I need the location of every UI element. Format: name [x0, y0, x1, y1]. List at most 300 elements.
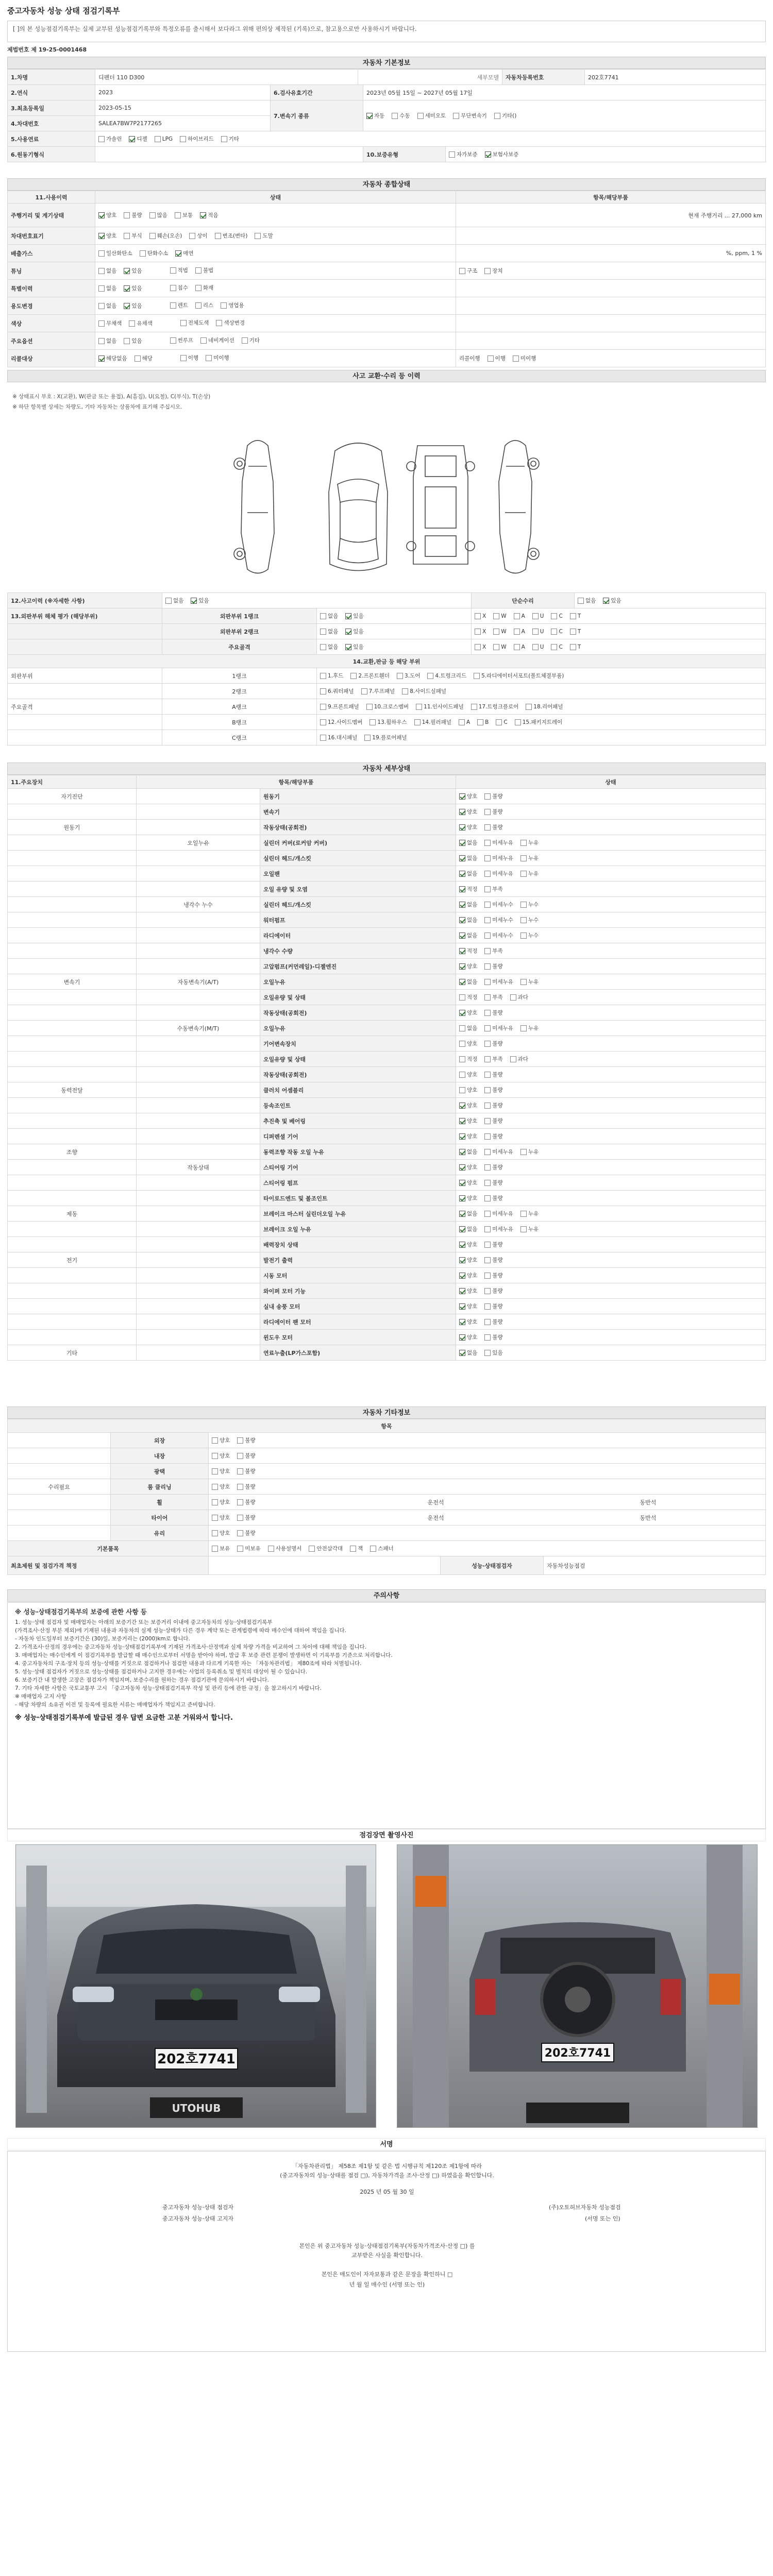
checkbox[interactable]	[366, 704, 373, 710]
checkbox[interactable]	[191, 598, 197, 604]
checkbox-option[interactable]	[532, 629, 544, 635]
checkbox-option[interactable]	[361, 687, 395, 695]
checkbox[interactable]	[320, 644, 326, 650]
checkbox[interactable]	[484, 1350, 491, 1356]
checkbox[interactable]	[216, 320, 222, 326]
checkbox[interactable]	[195, 285, 201, 291]
checkbox-option[interactable]	[170, 336, 193, 344]
checkbox-option[interactable]	[397, 672, 420, 680]
checkbox-option[interactable]	[514, 613, 525, 619]
checkbox-option[interactable]	[459, 1287, 477, 1295]
checkbox-option[interactable]	[484, 916, 513, 924]
checkbox[interactable]	[175, 250, 181, 257]
checkbox-option[interactable]	[98, 135, 122, 143]
checkbox-option[interactable]	[459, 947, 477, 955]
checkbox[interactable]	[98, 303, 105, 309]
checkbox[interactable]	[474, 673, 480, 679]
checkbox[interactable]	[459, 1041, 465, 1047]
checkbox[interactable]	[175, 212, 181, 218]
checkbox-option[interactable]	[484, 1055, 502, 1063]
checkbox[interactable]	[124, 268, 130, 274]
checkbox[interactable]	[459, 793, 465, 800]
checkbox[interactable]	[484, 1211, 491, 1217]
checkbox[interactable]	[471, 704, 477, 710]
checkbox[interactable]	[484, 1242, 491, 1248]
checkbox-option[interactable]	[484, 993, 502, 1001]
checkbox-option[interactable]	[514, 629, 525, 635]
checkbox[interactable]	[484, 979, 491, 985]
checkbox[interactable]	[98, 212, 105, 218]
checkbox-option[interactable]	[124, 337, 142, 345]
checkbox[interactable]	[459, 917, 465, 923]
checkbox[interactable]	[221, 136, 227, 142]
checkbox-option[interactable]	[532, 613, 544, 619]
checkbox-option[interactable]	[459, 267, 477, 275]
checkbox[interactable]	[484, 1025, 491, 1031]
checkbox-option[interactable]	[570, 644, 581, 650]
checkbox[interactable]	[414, 719, 421, 725]
checkbox-option[interactable]	[474, 672, 564, 680]
checkbox-option[interactable]	[98, 232, 116, 240]
checkbox[interactable]	[570, 613, 576, 619]
checkbox[interactable]	[484, 917, 491, 923]
checkbox[interactable]	[484, 1133, 491, 1140]
checkbox[interactable]	[488, 355, 494, 362]
checkbox[interactable]	[237, 1546, 243, 1552]
checkbox-option[interactable]	[98, 249, 132, 257]
checkbox-option[interactable]	[484, 792, 502, 800]
checkbox[interactable]	[532, 629, 539, 635]
checkbox[interactable]	[309, 1546, 315, 1552]
checkbox[interactable]	[345, 613, 351, 619]
checkbox[interactable]	[570, 629, 576, 635]
checkbox[interactable]	[459, 1087, 465, 1093]
checkbox[interactable]	[484, 871, 491, 877]
checkbox-option[interactable]	[449, 150, 478, 158]
checkbox[interactable]	[124, 233, 130, 239]
checkbox-option[interactable]	[459, 719, 470, 725]
checkbox[interactable]	[449, 151, 455, 158]
checkbox-option[interactable]	[485, 150, 519, 158]
checkbox-option[interactable]	[459, 792, 477, 800]
checkbox-option[interactable]	[484, 1256, 502, 1264]
checkbox[interactable]	[124, 212, 130, 218]
checkbox-option[interactable]	[221, 135, 239, 143]
checkbox[interactable]	[459, 840, 465, 846]
checkbox-option[interactable]	[513, 354, 536, 362]
checkbox-option[interactable]	[459, 1272, 477, 1279]
checkbox[interactable]	[170, 337, 176, 344]
checkbox[interactable]	[484, 855, 491, 861]
checkbox-option[interactable]	[551, 629, 562, 635]
checkbox-option[interactable]	[140, 249, 169, 257]
checkbox[interactable]	[484, 1195, 491, 1201]
checkbox[interactable]	[170, 302, 176, 309]
checkbox[interactable]	[345, 629, 351, 635]
checkbox[interactable]	[551, 644, 557, 650]
checkbox[interactable]	[484, 1041, 491, 1047]
checkbox[interactable]	[140, 250, 146, 257]
checkbox-option[interactable]	[484, 839, 513, 846]
checkbox-option[interactable]	[484, 1272, 502, 1279]
checkbox[interactable]	[212, 1437, 218, 1444]
checkbox[interactable]	[320, 704, 326, 710]
checkbox[interactable]	[603, 598, 609, 604]
checkbox[interactable]	[459, 902, 465, 908]
checkbox-option[interactable]	[212, 1452, 230, 1460]
checkbox-option[interactable]	[459, 1225, 477, 1233]
checkbox-option[interactable]	[309, 1545, 343, 1552]
checkbox[interactable]	[392, 113, 398, 119]
checkbox-option[interactable]	[369, 718, 407, 726]
checkbox-option[interactable]	[459, 870, 477, 877]
checkbox[interactable]	[459, 1164, 465, 1171]
checkbox-option[interactable]	[484, 1210, 513, 1217]
checkbox[interactable]	[484, 840, 491, 846]
checkbox-option[interactable]	[459, 1256, 477, 1264]
checkbox-option[interactable]	[149, 232, 182, 240]
checkbox-option[interactable]	[212, 1514, 230, 1521]
checkbox-option[interactable]	[484, 1009, 502, 1016]
checkbox[interactable]	[427, 673, 433, 679]
checkbox-option[interactable]	[200, 211, 218, 219]
checkbox-option[interactable]	[459, 854, 477, 862]
checkbox-option[interactable]	[392, 112, 410, 120]
checkbox[interactable]	[149, 212, 156, 218]
checkbox[interactable]	[459, 1025, 465, 1031]
checkbox[interactable]	[475, 613, 481, 619]
checkbox[interactable]	[459, 1118, 465, 1124]
checkbox[interactable]	[180, 355, 187, 361]
checkbox[interactable]	[206, 355, 212, 361]
checkbox-option[interactable]	[453, 112, 487, 120]
checkbox[interactable]	[484, 1319, 491, 1325]
checkbox[interactable]	[484, 268, 491, 274]
checkbox-option[interactable]	[98, 354, 127, 362]
checkbox-option[interactable]	[520, 916, 539, 924]
checkbox-option[interactable]	[175, 211, 193, 219]
checkbox[interactable]	[459, 1010, 465, 1016]
checkbox-option[interactable]	[200, 336, 234, 344]
checkbox-option[interactable]	[459, 1009, 477, 1016]
checkbox[interactable]	[520, 855, 527, 861]
checkbox[interactable]	[484, 1056, 491, 1062]
checkbox[interactable]	[124, 303, 130, 309]
checkbox-option[interactable]	[514, 644, 525, 650]
checkbox-option[interactable]	[414, 718, 451, 726]
checkbox[interactable]	[520, 871, 527, 877]
checkbox[interactable]	[520, 979, 527, 985]
checkbox-option[interactable]	[526, 703, 563, 710]
checkbox[interactable]	[135, 355, 141, 362]
checkbox-option[interactable]	[459, 839, 477, 846]
checkbox[interactable]	[124, 338, 130, 344]
checkbox-option[interactable]	[98, 302, 116, 310]
checkbox-option[interactable]	[129, 135, 147, 143]
checkbox-option[interactable]	[98, 319, 122, 327]
checkbox-option[interactable]	[520, 931, 539, 939]
checkbox-option[interactable]	[459, 823, 477, 831]
checkbox-option[interactable]	[459, 978, 477, 986]
checkbox-option[interactable]	[124, 267, 142, 275]
checkbox[interactable]	[520, 1211, 527, 1217]
checkbox[interactable]	[98, 233, 105, 239]
checkbox-option[interactable]	[459, 1194, 477, 1202]
checkbox[interactable]	[493, 644, 499, 650]
checkbox-option[interactable]	[180, 135, 214, 143]
checkbox-option[interactable]	[320, 734, 357, 741]
checkbox[interactable]	[485, 151, 491, 158]
checkbox[interactable]	[484, 1149, 491, 1155]
checkbox[interactable]	[484, 1087, 491, 1093]
checkbox-option[interactable]	[484, 1194, 502, 1202]
checkbox-option[interactable]	[206, 354, 229, 362]
checkbox[interactable]	[493, 613, 499, 619]
checkbox-option[interactable]	[459, 1055, 477, 1063]
checkbox[interactable]	[459, 1195, 465, 1201]
checkbox[interactable]	[484, 948, 491, 954]
checkbox[interactable]	[475, 644, 481, 650]
checkbox[interactable]	[212, 1468, 218, 1475]
checkbox-option[interactable]	[237, 1514, 255, 1521]
checkbox[interactable]	[221, 302, 227, 309]
checkbox[interactable]	[484, 886, 491, 892]
checkbox-option[interactable]	[603, 597, 621, 604]
checkbox[interactable]	[484, 902, 491, 908]
checkbox[interactable]	[369, 719, 376, 725]
checkbox-option[interactable]	[496, 719, 507, 725]
checkbox[interactable]	[129, 136, 135, 142]
checkbox-option[interactable]	[221, 301, 244, 309]
checkbox-option[interactable]	[124, 284, 142, 292]
checkbox-option[interactable]	[493, 629, 506, 635]
checkbox[interactable]	[200, 212, 206, 218]
checkbox-option[interactable]	[364, 734, 407, 741]
checkbox-option[interactable]	[129, 319, 152, 327]
checkbox-option[interactable]	[320, 628, 338, 635]
checkbox-option[interactable]	[366, 112, 384, 120]
checkbox-option[interactable]	[484, 1086, 502, 1094]
checkbox[interactable]	[320, 673, 326, 679]
checkbox-option[interactable]	[180, 354, 198, 362]
checkbox[interactable]	[268, 1546, 274, 1552]
checkbox[interactable]	[98, 285, 105, 292]
checkbox[interactable]	[459, 933, 465, 939]
checkbox-option[interactable]	[191, 597, 209, 604]
checkbox[interactable]	[416, 704, 422, 710]
checkbox-option[interactable]	[484, 1302, 502, 1310]
checkbox-option[interactable]	[578, 597, 596, 604]
checkbox[interactable]	[459, 1056, 465, 1062]
checkbox-option[interactable]	[155, 136, 173, 142]
checkbox-option[interactable]	[551, 613, 562, 619]
checkbox-option[interactable]	[459, 1241, 477, 1248]
checkbox-option[interactable]	[320, 687, 354, 695]
checkbox-option[interactable]	[212, 1467, 230, 1475]
checkbox-option[interactable]	[551, 644, 562, 650]
checkbox[interactable]	[551, 629, 557, 635]
checkbox[interactable]	[124, 285, 130, 292]
checkbox-option[interactable]	[98, 267, 116, 275]
checkbox-option[interactable]	[520, 1024, 539, 1032]
checkbox-option[interactable]	[484, 808, 502, 816]
checkbox-option[interactable]	[494, 112, 516, 120]
checkbox-option[interactable]	[459, 1302, 477, 1310]
checkbox[interactable]	[459, 1226, 465, 1232]
checkbox[interactable]	[370, 1546, 376, 1552]
checkbox[interactable]	[459, 1149, 465, 1155]
checkbox[interactable]	[475, 629, 481, 635]
checkbox-option[interactable]	[515, 718, 563, 726]
checkbox[interactable]	[212, 1453, 218, 1459]
checkbox-option[interactable]	[124, 211, 142, 219]
checkbox-option[interactable]	[212, 1483, 230, 1490]
checkbox-option[interactable]	[459, 885, 477, 893]
checkbox[interactable]	[459, 719, 465, 725]
checkbox-option[interactable]	[459, 1349, 477, 1357]
checkbox-option[interactable]	[459, 1318, 477, 1326]
checkbox[interactable]	[180, 136, 186, 142]
checkbox[interactable]	[320, 688, 326, 694]
checkbox[interactable]	[459, 886, 465, 892]
checkbox[interactable]	[459, 1334, 465, 1341]
checkbox-option[interactable]	[189, 232, 207, 240]
checkbox[interactable]	[98, 268, 105, 274]
checkbox[interactable]	[459, 1350, 465, 1356]
checkbox-option[interactable]	[484, 1101, 502, 1109]
checkbox[interactable]	[484, 994, 491, 1001]
checkbox-option[interactable]	[268, 1545, 302, 1552]
checkbox-option[interactable]	[459, 901, 477, 908]
checkbox-option[interactable]	[320, 612, 338, 620]
checkbox-option[interactable]	[320, 703, 359, 710]
checkbox[interactable]	[459, 979, 465, 985]
checkbox-option[interactable]	[484, 1163, 502, 1171]
checkbox-option[interactable]	[345, 612, 363, 620]
checkbox[interactable]	[484, 1303, 491, 1310]
checkbox-option[interactable]	[477, 719, 489, 725]
checkbox[interactable]	[514, 629, 520, 635]
checkbox[interactable]	[484, 1103, 491, 1109]
checkbox-option[interactable]	[510, 993, 528, 1001]
checkbox-option[interactable]	[242, 336, 260, 344]
checkbox-option[interactable]	[459, 1101, 477, 1109]
checkbox[interactable]	[496, 719, 502, 725]
checkbox-option[interactable]	[510, 1055, 528, 1063]
checkbox-option[interactable]	[124, 232, 142, 240]
checkbox-option[interactable]	[165, 597, 183, 604]
checkbox-option[interactable]	[459, 916, 477, 924]
checkbox-option[interactable]	[320, 672, 343, 680]
checkbox[interactable]	[520, 840, 527, 846]
checkbox-option[interactable]	[459, 1132, 477, 1140]
checkbox-option[interactable]	[459, 1333, 477, 1341]
checkbox[interactable]	[345, 644, 351, 650]
checkbox[interactable]	[484, 963, 491, 970]
checkbox[interactable]	[200, 337, 207, 344]
checkbox-option[interactable]	[493, 644, 506, 650]
checkbox[interactable]	[493, 629, 499, 635]
checkbox-option[interactable]	[459, 1163, 477, 1171]
checkbox[interactable]	[459, 1319, 465, 1325]
checkbox-option[interactable]	[520, 1148, 539, 1156]
checkbox[interactable]	[237, 1530, 243, 1536]
checkbox-option[interactable]	[459, 1086, 477, 1094]
checkbox[interactable]	[459, 1257, 465, 1263]
checkbox[interactable]	[514, 613, 520, 619]
checkbox[interactable]	[237, 1453, 243, 1459]
checkbox[interactable]	[189, 233, 195, 239]
checkbox[interactable]	[129, 320, 135, 327]
checkbox[interactable]	[364, 735, 371, 741]
checkbox-option[interactable]	[520, 1225, 539, 1233]
checkbox-option[interactable]	[484, 885, 502, 893]
checkbox-option[interactable]	[366, 703, 409, 710]
checkbox[interactable]	[237, 1499, 243, 1505]
checkbox-option[interactable]	[175, 249, 193, 257]
checkbox[interactable]	[459, 268, 465, 274]
checkbox[interactable]	[98, 355, 105, 362]
checkbox-option[interactable]	[459, 1024, 477, 1032]
checkbox-option[interactable]	[237, 1436, 255, 1444]
checkbox[interactable]	[397, 673, 403, 679]
checkbox-option[interactable]	[488, 354, 506, 362]
checkbox[interactable]	[170, 267, 176, 274]
checkbox-option[interactable]	[345, 643, 363, 651]
checkbox[interactable]	[212, 1484, 218, 1490]
checkbox-option[interactable]	[484, 1117, 502, 1125]
checkbox[interactable]	[520, 1025, 527, 1031]
checkbox-option[interactable]	[459, 1040, 477, 1047]
checkbox-option[interactable]	[135, 354, 153, 362]
checkbox[interactable]	[459, 1273, 465, 1279]
checkbox-option[interactable]	[484, 1241, 502, 1248]
checkbox[interactable]	[459, 1180, 465, 1186]
checkbox-option[interactable]	[520, 1210, 539, 1217]
checkbox[interactable]	[350, 673, 357, 679]
checkbox[interactable]	[180, 320, 187, 326]
checkbox-option[interactable]	[484, 978, 513, 986]
checkbox[interactable]	[212, 1530, 218, 1536]
checkbox[interactable]	[578, 598, 584, 604]
checkbox[interactable]	[459, 824, 465, 831]
checkbox-option[interactable]	[484, 1148, 513, 1156]
checkbox[interactable]	[459, 809, 465, 815]
checkbox[interactable]	[520, 917, 527, 923]
checkbox-option[interactable]	[475, 629, 486, 635]
checkbox-option[interactable]	[484, 823, 502, 831]
checkbox-option[interactable]	[237, 1467, 255, 1475]
checkbox[interactable]	[459, 948, 465, 954]
checkbox[interactable]	[570, 644, 576, 650]
checkbox[interactable]	[320, 719, 326, 725]
checkbox[interactable]	[237, 1468, 243, 1475]
checkbox-option[interactable]	[149, 211, 167, 219]
checkbox-option[interactable]	[212, 1498, 230, 1506]
checkbox[interactable]	[98, 136, 105, 142]
checkbox[interactable]	[484, 1334, 491, 1341]
checkbox[interactable]	[484, 1180, 491, 1186]
checkbox[interactable]	[484, 1010, 491, 1016]
checkbox[interactable]	[155, 136, 161, 142]
checkbox-option[interactable]	[195, 301, 213, 309]
checkbox[interactable]	[255, 233, 261, 239]
checkbox[interactable]	[402, 688, 408, 694]
checkbox[interactable]	[484, 793, 491, 800]
checkbox[interactable]	[484, 1072, 491, 1078]
checkbox-option[interactable]	[459, 993, 477, 1001]
checkbox-option[interactable]	[237, 1498, 255, 1506]
